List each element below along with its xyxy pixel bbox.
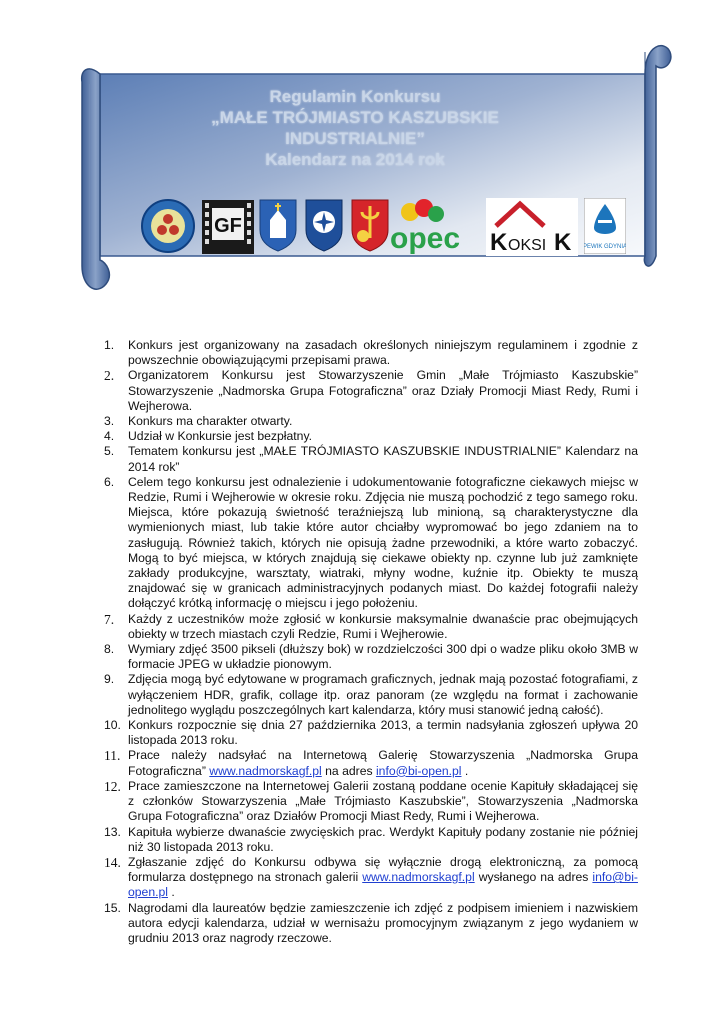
rule-item: [104, 368, 638, 414]
rule-item: [104, 748, 638, 778]
rule-number: 5.: [104, 444, 115, 459]
title-line-4: Kalendarz na 2014 rok: [265, 150, 445, 169]
rule-item: [104, 779, 638, 825]
svg-text:K: K: [554, 229, 572, 256]
title-line-1: Regulamin Konkursu: [269, 87, 441, 106]
rule-number: 9.: [104, 672, 115, 687]
scroll-banner-graphic: [60, 34, 680, 314]
male-trojmiasto-kaszubskie-logo: [140, 198, 196, 259]
title-line-2: „MAŁE TRÓJMIASTO KASZUBSKIE: [211, 108, 499, 127]
email-link[interactable]: info@bi-open.pl: [128, 870, 638, 900]
rule-text: wysłanego na adres: [474, 870, 593, 885]
rule-text: Konkurs rozpocznie się dnia 27 października 2013, a termin nadsyłania zgłoszeń upływa 20 listopada 2013 roku.: [128, 718, 638, 748]
banner-title: [160, 86, 550, 170]
rule-item: [104, 825, 638, 855]
svg-text:K: K: [490, 229, 508, 256]
grupa-fotograficzna-logo: [202, 200, 254, 259]
scroll-banner: [60, 34, 680, 314]
rule-text: Prace zamieszczone na Internetowej Galerii zostaną poddane ocenie Kapituły składającej się z członków Stowarzyszenia „Małe Trójmiasto Kaszubskie”, Stowarzyszenia „Nadmorska Grupa Fotograficzna” oraz Działów Promocji Miast Redy, Rumi i Wejherowa.: [128, 778, 638, 824]
rules-list: [104, 338, 638, 946]
rule-number: 13.: [104, 824, 121, 839]
title-line-3: INDUSTRIALNIE”: [285, 129, 425, 148]
rumia-coat-of-arms: [258, 198, 298, 257]
email-link[interactable]: info@bi-open.pl: [375, 763, 462, 778]
rule-text: Kapituła wybierze dwanaście zwycięskich prac. Werdykt Kapituły podany zostanie nie później niż 30 listopada 2013 roku.: [128, 824, 638, 854]
svg-text:PEWIK GDYNIA: PEWIK GDYNIA: [584, 244, 626, 250]
website-link[interactable]: www.nadmorskagf.pl: [209, 763, 322, 778]
svg-text:OKSI: OKSI: [508, 237, 547, 254]
rule-text: Prace należy nadsyłać na Internetową Galerię Stowarzyszenia „Nadmorska Grupa Fotograficzna”: [128, 748, 638, 778]
rule-text: Każdy z uczestników może zgłosić w konkursie maksymalnie dwanaście prac obejmujących obiekty w trzech miastach czyli Redzie, Rumi i Wejherowie.: [128, 611, 638, 641]
rule-number: 12.: [104, 778, 121, 794]
rule-number: 11.: [104, 748, 121, 764]
rule-number: 1.: [104, 338, 115, 352]
website-link[interactable]: www.nadmorskagf.pl: [362, 870, 475, 885]
rule-number: 6.: [104, 474, 115, 489]
rule-text: Zdjęcia mogą być edytowane w programach graficznych, jednak mają pozostać fotografiami, z wyłączeniem HDR, grafik, collage itp. oraz panoram (ze względu na format i zachowanie jednolitego wyglądu poszczególnych kart kalendarza, który musi stanowić jedną całość).: [128, 672, 638, 717]
rule-item: [104, 672, 638, 718]
rule-text: na adres: [321, 763, 376, 778]
rule-number: 2.: [104, 368, 115, 384]
rule-text: .: [461, 763, 469, 778]
rule-item: [104, 338, 638, 368]
rule-item: [104, 444, 638, 474]
opec-text: opec: [390, 222, 461, 254]
rule-text: .: [167, 885, 175, 900]
rules-section: [104, 338, 638, 946]
pewik-gdynia-logo: [584, 198, 626, 259]
rule-text: Celem tego konkursu jest odnalezienie i udokumentowanie fotograficzne ciekawych miejsc w Redzie, Rumi i Wejherowie w okresie roku. Zdjęcia nie muszą pochodzić z tego samego roku. Miejsca, które pokazują świetność teraźniejszą lub minioną, są charakterystyczne dla wymienionych miast, lub takie które autor chciałby wypromować bo jego zdaniem na to zasługują. Również takich, których nie opisują żadne przewodniki, a które warto zobaczyć. Mogą to być miejsca, w których znajdują się ciekawe obiekty np. czynne lub już zamknięte zakłady produkcyjne, warsztaty, wiatraki, młyny wodne, kuźnie itp. Obiekty te muszą znajdować się w granicach administracyjnych podanych miast. Do każdej fotografii należy dołączyć krótką informację o miejscu i jego położeniu.: [128, 474, 638, 611]
rule-text: Udział w Konkursie jest bezpłatny.: [128, 429, 313, 444]
rule-item: [104, 855, 638, 901]
opec-logo: [388, 198, 486, 259]
wejherowo-coat-of-arms: [304, 198, 344, 257]
rule-item: [104, 901, 638, 947]
rule-text: Wymiary zdjęć 3500 pikseli (dłuższy bok) w rozdzielczości 300 dpi o wadze pliku około 3MB w formacie JPEG w układzie pionowym.: [128, 642, 638, 672]
rule-number: 15.: [104, 900, 121, 915]
rule-item: [104, 642, 638, 672]
rule-text: Zgłaszanie zdjęć do Konkursu odbywa się wyłącznie drogą elektroniczną, za pomocą formularza dostępnego na stronach galerii: [128, 854, 638, 885]
rule-item: [104, 429, 638, 444]
rule-number: 10.: [104, 718, 121, 733]
rule-number: 8.: [104, 642, 115, 657]
sponsor-logos: [140, 198, 630, 258]
rule-text: Konkurs jest organizowany na zasadach określonych niniejszym regulaminem i zgodnie z powszechnie obowiązującymi przepisami prawa.: [128, 338, 638, 368]
svg-text:GF: GF: [214, 215, 242, 237]
rule-number: 7.: [104, 611, 115, 627]
rule-number: 4.: [104, 429, 115, 444]
rule-item: [104, 414, 638, 429]
rule-text: Konkurs ma charakter otwarty.: [128, 414, 293, 429]
reda-coat-of-arms: [350, 198, 390, 257]
rule-number: 14.: [104, 854, 121, 870]
rule-number: 3.: [104, 414, 115, 429]
rule-item: [104, 612, 638, 642]
rule-item: [104, 475, 638, 612]
koksik-logo: [486, 198, 578, 261]
rule-text: Tematem konkursu jest „MAŁE TRÓJMIASTO KASZUBSKIE INDUSTRIALNIE” Kalendarz na 2014 rok”: [128, 444, 638, 474]
rule-text: Organizatorem Konkursu jest Stowarzyszenie Gmin „Małe Trójmiasto Kaszubskie” Stowarzyszenie „Nadmorska Grupa Fotograficzna” oraz Działy Promocji Miast Redy, Rumi i Wejherowa.: [128, 368, 638, 413]
rule-item: [104, 718, 638, 748]
rule-text: Nagrodami dla laureatów będzie zamieszczenie ich zdjęć z podpisem imieniem i nazwiskiem autora edycji kalendarza, udział w wernisażu promocyjnym związanym z jego wydaniem w grudniu 2013 oraz nagrody rzeczowe.: [128, 900, 638, 945]
